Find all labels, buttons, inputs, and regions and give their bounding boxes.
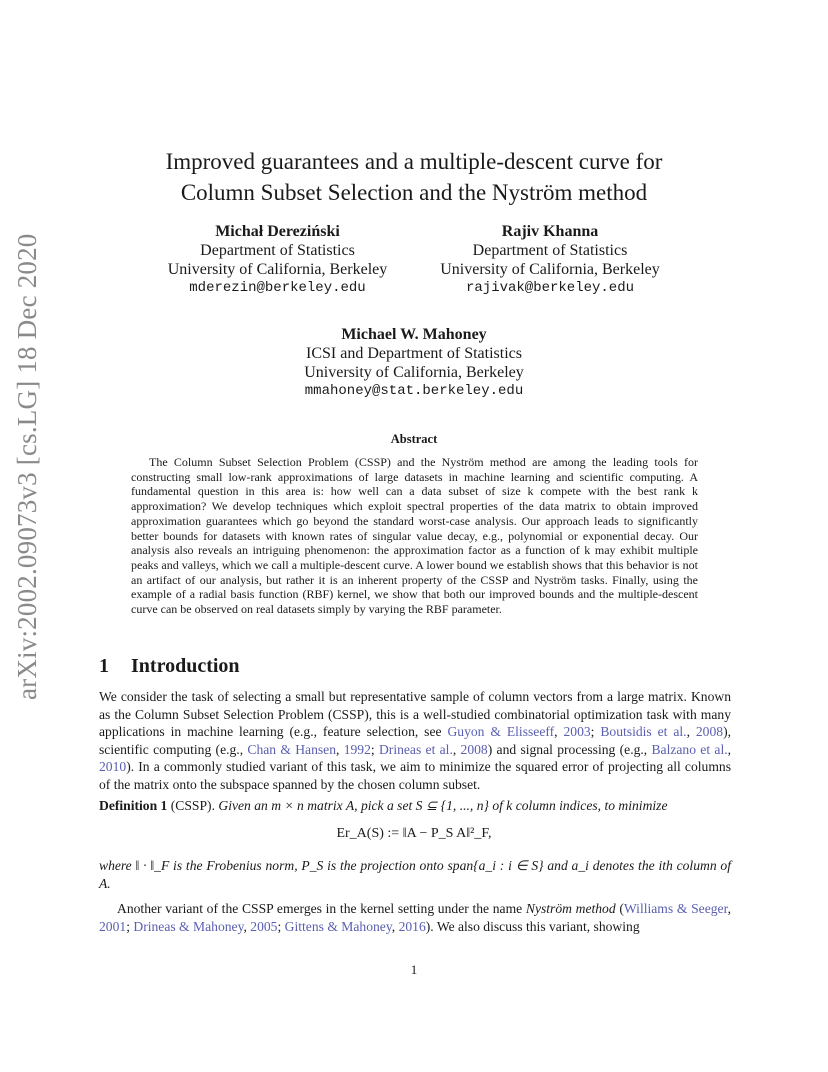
- section-title: Introduction: [131, 655, 240, 677]
- citation-link[interactable]: 2005: [250, 918, 278, 934]
- author-department: Department of Statistics: [472, 242, 628, 259]
- author-affiliation: University of California, Berkeley: [304, 364, 524, 381]
- title-line-2: Column Subset Selection and the Nyström method: [180, 180, 648, 205]
- author-block-2: [425, 222, 675, 298]
- citation-link[interactable]: Drineas & Mahoney: [133, 918, 244, 934]
- definition-continuation: where ‖ · ‖_F is the Frobenius norm, P_S is the projection onto span{a_i : i ∈ S} and a_i denotes the ith column of A.: [99, 858, 731, 891]
- author-block-1: [150, 222, 405, 298]
- author-department: ICSI and Department of Statistics: [306, 345, 522, 362]
- intro-paragraph-1: We consider the task of selecting a small but representative sample of column vectors from a large matrix. Known as the Column Subset Selection Problem (CSSP), this is a well-studied combinatorial optimization task with many applications in machine learning (e.g., feature selection, see Guyon & Elisseeff, 2003; Boutsidis et al., 2008), scientific computing (e.g., Chan & Hansen, 1992; Drineas et al., 2008) and signal processing (e.g., Balzano et al., 2010). In a commonly studied variant of this task, we aim to minimize the squared error of projecting all columns of the matrix onto the subspace spanned by the chosen column subset.: [99, 689, 732, 792]
- intro-paragraph-2: Another variant of the CSSP emerges in the kernel setting under the name Nyström method (Williams & Seeger, 2001; Drineas & Mahoney, 2005; Gittens & Mahoney, 2016). We also discuss this variant, showing: [99, 901, 731, 934]
- author-name: Michał Dereziński: [215, 223, 340, 240]
- author-email[interactable]: rajivak@berkeley.edu: [465, 280, 635, 296]
- author-block-3: [285, 325, 543, 401]
- author-affiliation: University of California, Berkeley: [440, 261, 660, 278]
- citation-link[interactable]: Gittens & Mahoney: [284, 918, 392, 934]
- citation-link[interactable]: Drineas et al.: [378, 741, 453, 757]
- abstract-heading: Abstract: [390, 432, 438, 446]
- paper-title: [0, 146, 828, 208]
- author-email[interactable]: mderezin@berkeley.edu: [189, 280, 366, 296]
- definition-equation: Er_A(S) := ‖A − P_S A‖²_F,: [336, 826, 492, 841]
- page-number: 1: [410, 962, 418, 977]
- citation-link[interactable]: 1992: [343, 741, 371, 757]
- definition-statement: Given an m × n matrix A, pick a set S ⊆ {1, ..., n} of k column indices, to minimize: [218, 798, 668, 813]
- citation-link[interactable]: 2001: [99, 918, 127, 934]
- citation-link[interactable]: Boutsidis et al.: [600, 724, 687, 739]
- citation-link[interactable]: 2008: [695, 724, 724, 739]
- title-line-1: Improved guarantees and a multiple-descent curve for: [165, 149, 663, 174]
- citation-link[interactable]: 2016: [398, 918, 426, 934]
- citation-link[interactable]: Williams & Seeger: [623, 901, 728, 916]
- section-heading: [99, 655, 240, 678]
- citation-link[interactable]: Guyon & Elisseeff: [447, 724, 555, 739]
- citation-link[interactable]: 2003: [563, 724, 591, 739]
- citation-link[interactable]: Balzano et al.: [651, 741, 728, 757]
- author-affiliation: University of California, Berkeley: [167, 261, 388, 278]
- author-department: Department of Statistics: [200, 242, 355, 259]
- definition-name: (CSSP).: [170, 798, 215, 813]
- section-number: 1: [99, 655, 109, 677]
- abstract-text: The Column Subset Selection Problem (CSSP) and the Nyström method are among the leading tools for constructing small low-rank approximations of large datasets in machine learning and scientific computing. A fundamental question in this area is: how well can a data subset of size k compete with the best rank k approximation? We develop techniques which exploit spectral properties of the data matrix to obtain improved approximation guarantees which go beyond the standard worst-case analysis. Our approach leads to significantly better bounds for datasets with known rates of singular value decay, e.g., polynomial or exponential decay. Our analysis also reveals an intriguing phenomenon: the approximation factor as a function of k may exhibit multiple peaks and valleys, which we call a multiple-descent curve. A lower bound we establish shows that this behavior is not an artifact of our analysis, but rather it is an inherent property of the CSSP and Nyström tasks. Finally, using the example of a radial basis function (RBF) kernel, we show that both our improved bounds and the multiple-descent curve can be observed on real datasets simply by varying the RBF parameter.: [131, 455, 698, 617]
- definition-block: [99, 797, 731, 815]
- definition-label: Definition 1: [99, 798, 168, 813]
- arxiv-identifier: arXiv:2002.09073v3 [cs.LG] 18 Dec 2020: [12, 233, 42, 700]
- citation-link[interactable]: 2010: [99, 759, 127, 774]
- author-name: Michael W. Mahoney: [341, 326, 487, 343]
- emphasis: Nyström method: [525, 901, 616, 916]
- author-email[interactable]: mmahoney@stat.berkeley.edu: [304, 383, 524, 399]
- citation-link[interactable]: 2008: [460, 741, 488, 757]
- citation-link[interactable]: Chan & Hansen: [247, 741, 337, 757]
- author-name: Rajiv Khanna: [501, 223, 599, 240]
